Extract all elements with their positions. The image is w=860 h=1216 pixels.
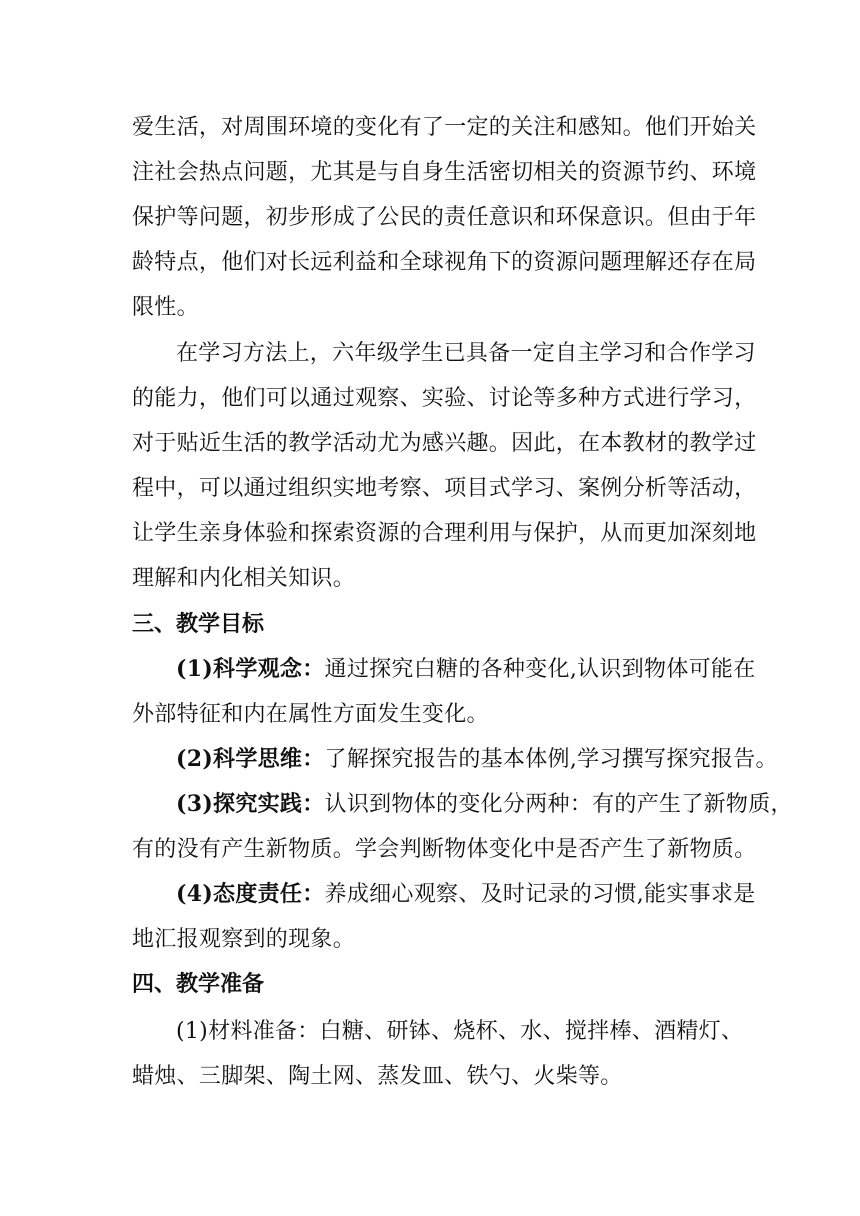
text-line: 限性。 — [132, 295, 199, 320]
objective-item — [132, 782, 793, 872]
objective-text: 有的没有产生新物质。学会判断物体变化中是否产生了新物质。 — [132, 837, 757, 862]
objective-line — [132, 737, 778, 782]
text-line: 在学习方法上，六年级学生已具备一定自主学习和合作学习 — [176, 341, 756, 366]
objective-item — [132, 647, 756, 737]
text-line: 对于贴近生活的教学活动尤为感兴趣。因此，在本教材的教学过 — [132, 431, 757, 456]
objective-text: 外部特征和内在属性方面发生变化。 — [132, 702, 489, 727]
text-line: 保护等问题，初步形成了公民的责任意识和环保意识。但由于年 — [132, 205, 757, 230]
objective-label: (3)探究实践： — [176, 791, 325, 817]
objective-label: (2)科学思维： — [176, 746, 325, 772]
text-line: 龄特点，他们对长远利益和全球视角下的资源问题理解还存在局 — [132, 250, 757, 275]
objective-text: 通过探究白糖的各种变化,认识到物体可能在 — [324, 657, 756, 682]
text-line: 让学生亲身体验和探索资源的合理利用与保护，从而更加深刻地 — [132, 521, 757, 546]
objective-item — [132, 737, 778, 782]
objective-text: 认识到物体的变化分两种：有的产生了新物质， — [324, 792, 793, 817]
text-line: 注社会热点问题，尤其是与自身生活密切相关的资源节约、环境 — [132, 160, 757, 185]
section-heading-teaching-objectives: 三、教学目标 — [132, 611, 265, 637]
text-line: 程中，可以通过组织实地考察、项目式学习、案例分析等活动， — [132, 476, 757, 501]
objective-line — [132, 782, 793, 827]
objective-text: 养成细心观察、及时记录的习惯,能实事求是 — [324, 882, 756, 907]
objective-label: (1)科学观念： — [176, 656, 325, 682]
objective-text: 了解探究报告的基本体例,学习撰写探究报告。 — [324, 747, 778, 772]
section-heading-teaching-preparation: 四、教学准备 — [132, 971, 265, 997]
objective-item — [132, 872, 756, 962]
objective-text: 地汇报观察到的现象。 — [132, 927, 356, 952]
paragraph-learning-methods — [132, 331, 757, 601]
text-line: 的能力，他们可以通过观察、实验、讨论等多种方式进行学习， — [132, 386, 757, 411]
objective-line — [132, 872, 756, 917]
paragraph-student-awareness — [132, 105, 757, 330]
text-line: 爱生活，对周围环境的变化有了一定的关注和感知。他们开始关 — [132, 115, 757, 140]
text-line: 蜡烛、三脚架、陶土网、蒸发皿、铁勺、火柴等。 — [132, 1064, 623, 1089]
objective-label: (4)态度责任： — [176, 881, 325, 907]
text-line: 理解和内化相关知识。 — [132, 566, 356, 591]
text-line: (1)材料准备：白糖、研钵、烧杯、水、搅拌棒、酒精灯、 — [176, 1019, 744, 1044]
objective-line — [132, 647, 756, 692]
materials-preparation — [132, 1009, 744, 1099]
